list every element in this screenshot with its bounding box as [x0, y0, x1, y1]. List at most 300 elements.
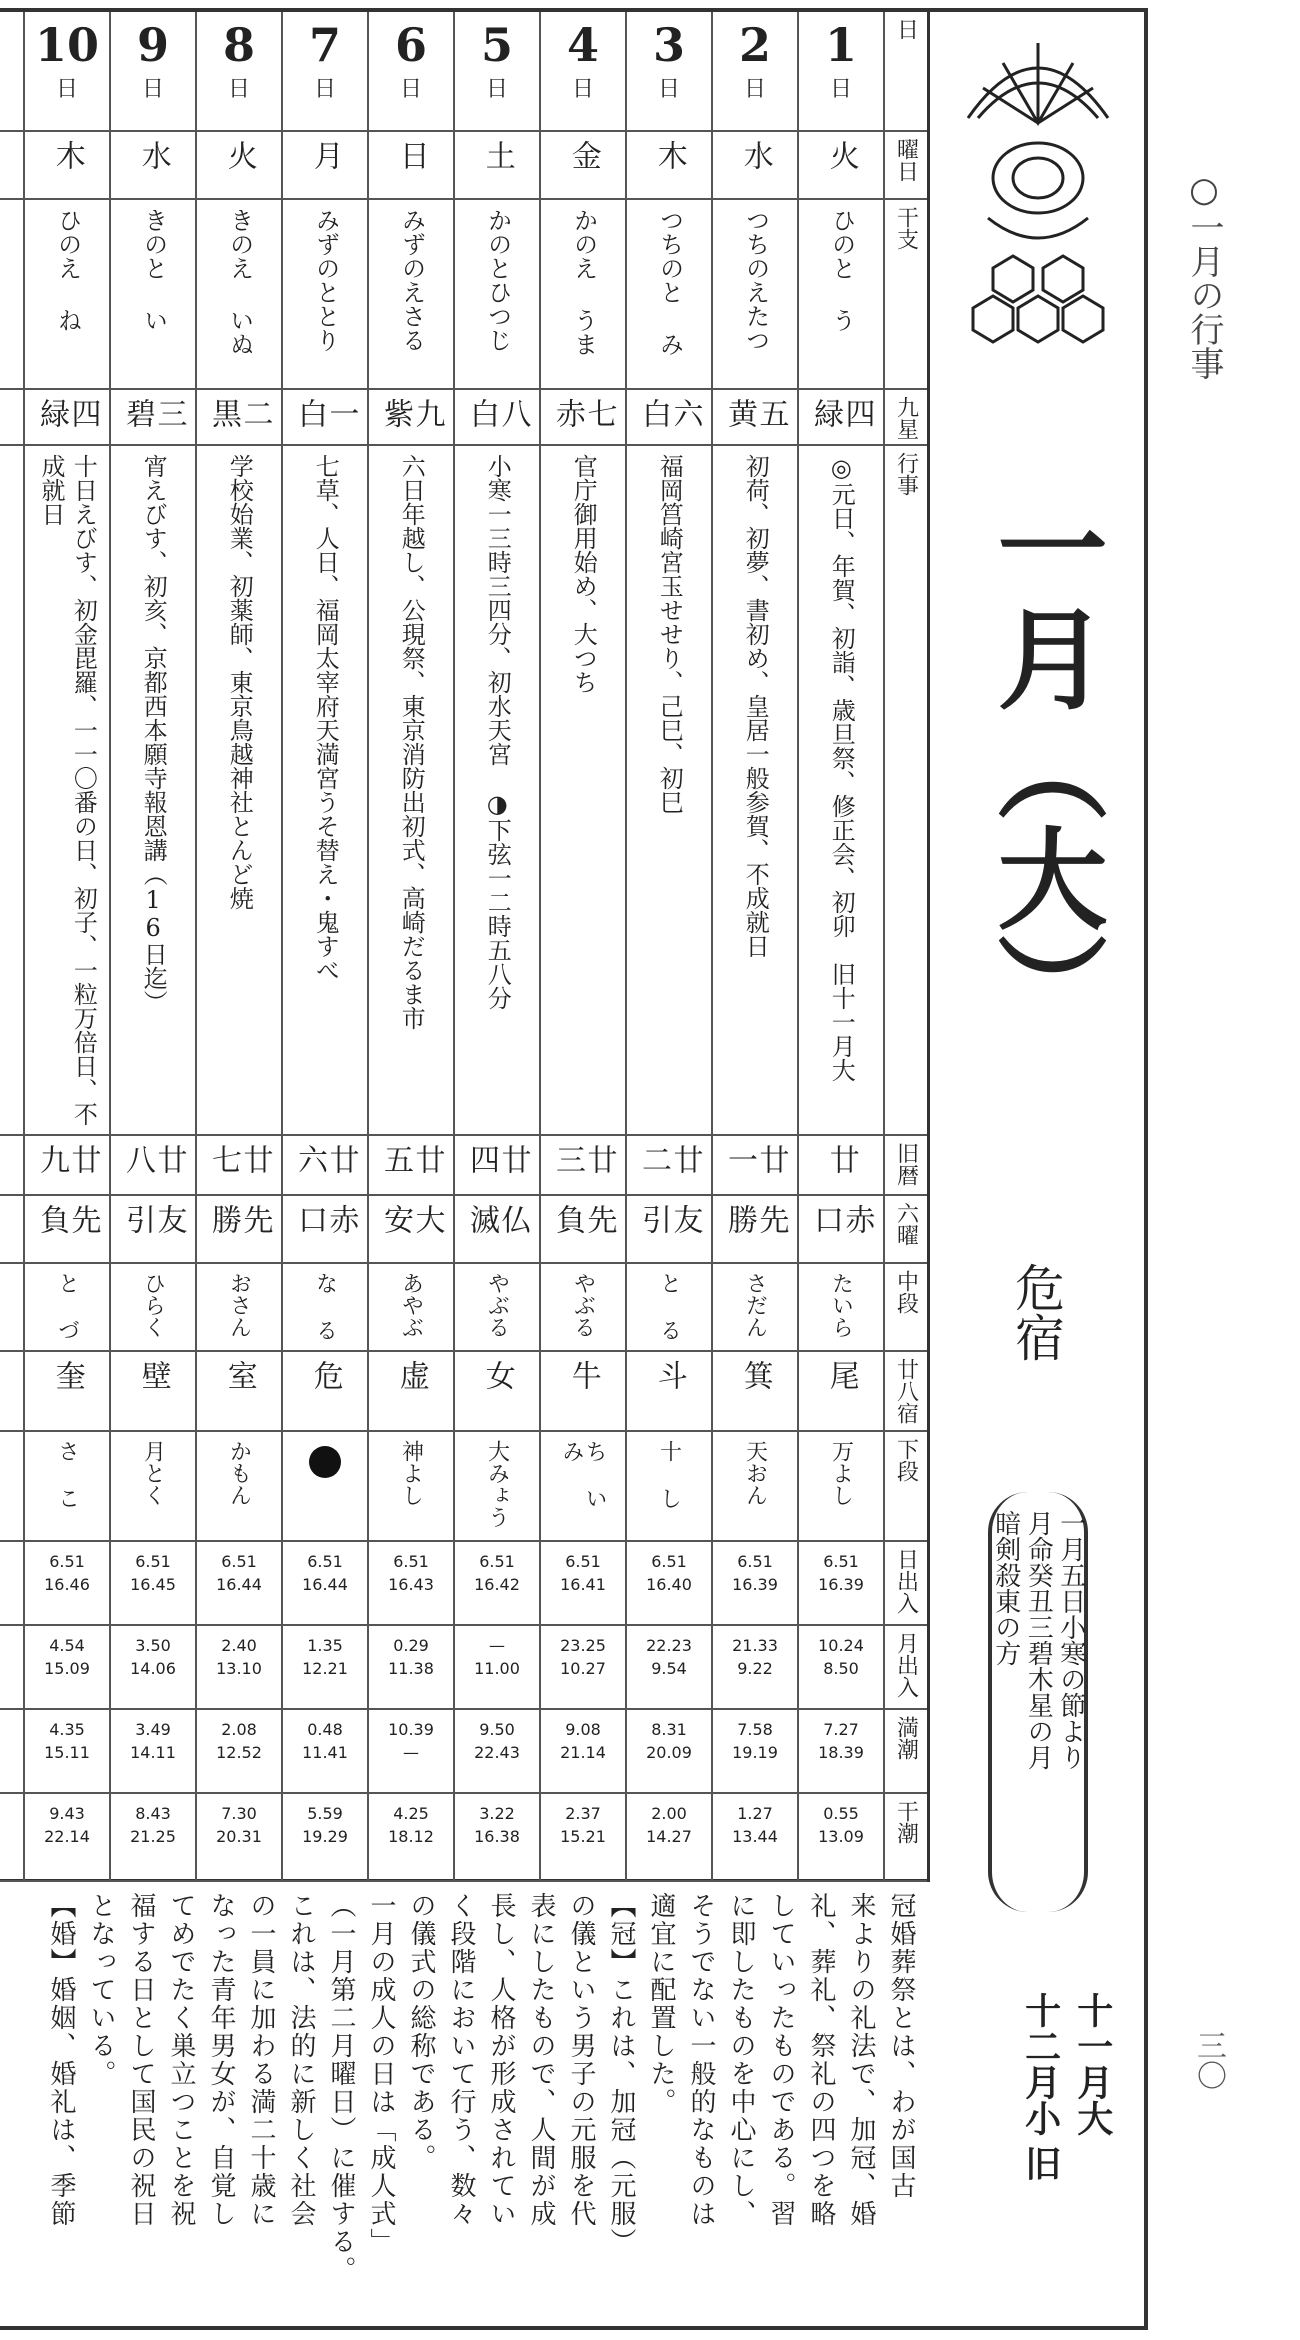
day-suffix: 日	[829, 77, 852, 102]
cell-kyureki	[539, 1136, 625, 1194]
time-value: 6.51	[823, 1552, 859, 1571]
day-number-value: 10	[34, 18, 99, 72]
time-value: 8.43	[135, 1804, 171, 1823]
chudan-text: さだん	[742, 1272, 768, 1338]
day-number	[395, 12, 427, 130]
time-value: 1.27	[737, 1804, 773, 1823]
events-text: 七草、人日、福岡太宰府天満宮うそ替え・鬼すべ	[311, 454, 340, 982]
time-values	[474, 1542, 520, 1624]
cell-sun	[23, 1542, 109, 1624]
day-number-value: 1	[824, 18, 857, 72]
time-values	[646, 1626, 692, 1708]
row-header-label: 廿八宿	[893, 1358, 919, 1424]
day-number	[567, 12, 599, 130]
time-value: 10.39	[388, 1720, 434, 1739]
rokuyo-text: 仏滅	[464, 1204, 531, 1234]
time-values	[560, 1542, 606, 1624]
essay-line: していったものである。習	[766, 1892, 796, 2228]
shuku-text: 斗	[651, 1360, 687, 1390]
day-number-value: 3	[652, 18, 685, 72]
day-number-value: 6	[394, 18, 427, 72]
time-value: 9.50	[479, 1720, 515, 1739]
time-value: 3.22	[479, 1804, 515, 1823]
cell-low	[711, 1794, 797, 1880]
cell-low	[109, 1794, 195, 1880]
row-header-cell	[883, 1432, 927, 1540]
day-number-value: 8	[222, 18, 255, 72]
time-value: 6.51	[135, 1552, 171, 1571]
cell-wd	[281, 132, 367, 198]
time-values	[302, 1794, 348, 1880]
time-value: 9.08	[565, 1720, 601, 1739]
essay-line: の一員に加わる満二十歳に	[246, 1892, 276, 2228]
cell-shuku	[711, 1352, 797, 1430]
kyusei-text: 九紫	[378, 398, 445, 428]
row-header-label: 干潮	[893, 1800, 919, 1844]
kyusei-text: 八白	[464, 398, 531, 428]
cell-high	[23, 1710, 109, 1792]
row-sun	[0, 1542, 927, 1626]
time-value: 10.27	[560, 1659, 606, 1679]
day-number	[739, 12, 771, 130]
shuku-text: 虚	[393, 1360, 429, 1390]
time-value: 7.27	[823, 1720, 859, 1739]
lunar-mansion-label: 危宿	[1007, 1262, 1065, 1362]
cell-kanshi	[195, 200, 281, 388]
essay-line: 【婚】婚姻、婚礼は、季節	[46, 1892, 76, 2228]
cell-kyureki	[711, 1136, 797, 1194]
kyureki-text: 廿二	[636, 1144, 703, 1174]
time-value: 16.39	[818, 1575, 864, 1595]
old-calendar-line-0: 旧	[1019, 2144, 1062, 2181]
essay-line: 一月の成人の日は「成人式」	[366, 1892, 396, 2256]
kyusei-text: 六白	[636, 398, 703, 428]
calendar-grid	[0, 12, 930, 1882]
time-values	[388, 1710, 434, 1792]
time-value: 13.44	[732, 1827, 778, 1847]
cell-chudan	[109, 1264, 195, 1350]
shuku-text: 壁	[135, 1360, 171, 1390]
month-info-line: 月命癸丑三碧木星の月	[1023, 1510, 1054, 1770]
day-number	[137, 12, 169, 130]
cell-chudan	[711, 1264, 797, 1350]
time-values	[474, 1626, 520, 1708]
kyusei-text: 三碧	[120, 398, 187, 428]
time-values	[818, 1626, 864, 1708]
essay-line: 福する日として国民の祝日	[126, 1892, 156, 2228]
floral-crest-emblem	[948, 28, 1128, 388]
kyureki-text: 廿一	[722, 1144, 789, 1174]
time-value: 5.59	[307, 1804, 343, 1823]
time-values	[646, 1794, 692, 1880]
cell-high	[539, 1710, 625, 1792]
rokuyo-text: 友引	[636, 1204, 703, 1234]
time-value: 11.00	[474, 1659, 520, 1679]
cell-rokuyo	[109, 1196, 195, 1262]
row-header-label: 干支	[893, 206, 919, 250]
wd-text: 月	[307, 140, 343, 170]
cell-kanshi	[625, 200, 711, 388]
cell-rokuyo	[367, 1196, 453, 1262]
row-gedan	[0, 1432, 927, 1542]
cell-chudan	[797, 1264, 883, 1350]
old-calendar-note	[1020, 1992, 1144, 2189]
cell-moon	[539, 1626, 625, 1708]
wd-text: 木	[49, 140, 85, 170]
time-values	[732, 1794, 778, 1880]
time-values	[388, 1626, 434, 1708]
day-number-value: 4	[566, 18, 599, 72]
chudan-text: と づ	[54, 1272, 80, 1341]
cell-kanshi	[453, 200, 539, 388]
shuku-text: 尾	[823, 1360, 859, 1390]
row-header-label: 満潮	[893, 1716, 919, 1760]
rokuyo-text: 先勝	[206, 1204, 273, 1234]
time-value: 9.43	[49, 1804, 85, 1823]
time-value: 6.51	[479, 1552, 515, 1571]
cell-kyusei	[281, 390, 367, 444]
time-value: 6.51	[221, 1552, 257, 1571]
cell-gedan	[711, 1432, 797, 1540]
cell-kyureki	[367, 1136, 453, 1194]
time-value: 6.51	[307, 1552, 343, 1571]
day-number	[481, 12, 513, 130]
row-header-cell	[883, 1196, 927, 1262]
wd-text: 火	[823, 140, 859, 170]
time-value: 23.25	[560, 1636, 606, 1655]
row-header-cell	[883, 1352, 927, 1430]
cell-shuku	[453, 1352, 539, 1430]
essay-line: これは、法的に新しく社会	[286, 1892, 316, 2228]
time-values	[474, 1794, 520, 1880]
kyureki-text: 廿八	[120, 1144, 187, 1174]
cell-events	[797, 446, 883, 1134]
cell-gedan	[797, 1432, 883, 1540]
row-header-cell	[883, 446, 927, 1134]
cell-kyureki	[281, 1136, 367, 1194]
time-value: 8.31	[651, 1720, 687, 1739]
time-value: 4.35	[49, 1720, 85, 1739]
cell-gedan	[367, 1432, 453, 1540]
wd-text: 水	[135, 140, 171, 170]
wd-text: 火	[221, 140, 257, 170]
time-values	[732, 1542, 778, 1624]
month-title: 一月（大）	[979, 492, 1109, 1042]
cell-gedan	[539, 1432, 625, 1540]
gedan-text: 万よし	[828, 1440, 854, 1506]
cell-kanshi	[281, 200, 367, 388]
cell-moon	[625, 1626, 711, 1708]
time-values	[130, 1710, 176, 1792]
cell-kyusei	[109, 390, 195, 444]
row-header-label: 六曜	[893, 1202, 919, 1246]
day-suffix: 日	[571, 77, 594, 102]
rokuyo-text: 先負	[550, 1204, 617, 1234]
day-suffix: 日	[55, 77, 78, 102]
cell-kyusei	[797, 390, 883, 444]
events-text: 宵えびす、初亥、京都西本願寺報恩講（16日迄）	[139, 454, 168, 1014]
cell-sun	[797, 1542, 883, 1624]
chudan-text: たいら	[828, 1272, 854, 1338]
essay-line: く段階において行う、数々	[446, 1892, 476, 2228]
shuku-text: 室	[221, 1360, 257, 1390]
time-value: 15.09	[44, 1659, 90, 1679]
time-values	[216, 1542, 262, 1624]
page-number: 三〇	[1191, 2030, 1226, 2090]
month-panel	[930, 12, 1144, 2326]
cell-gedan	[625, 1432, 711, 1540]
events-text: 福岡筥崎宮玉せせり、己巳、初巳	[655, 454, 684, 814]
time-value: 6.51	[49, 1552, 85, 1571]
row-header-label: 月出入	[893, 1632, 919, 1698]
events-text: 六日年越し、公現祭、東京消防出初式、高崎だるま市	[397, 454, 426, 1030]
events-text: ◎元日、年賀、初詣、歳旦祭、修正会、初卯 旧十一月大	[827, 454, 856, 1082]
cell-shuku	[625, 1352, 711, 1430]
time-value: 6.51	[393, 1552, 429, 1571]
cell-date	[23, 12, 109, 130]
row-header-cell	[883, 1626, 927, 1708]
gedan-text: さ こ	[54, 1440, 80, 1509]
shuku-text: 女	[479, 1360, 515, 1390]
essay-line: 表にしたもので、人間が成	[526, 1892, 556, 2228]
day-suffix: 日	[743, 77, 766, 102]
row-events	[0, 446, 927, 1136]
time-values	[560, 1626, 606, 1708]
cell-kanshi	[367, 200, 453, 388]
row-header-label: 九星	[893, 396, 919, 440]
essay-line: の儀という男子の元服を代	[566, 1892, 596, 2228]
cell-rokuyo	[195, 1196, 281, 1262]
cell-high	[281, 1710, 367, 1792]
time-values	[388, 1794, 434, 1880]
time-value: 15.11	[44, 1743, 90, 1763]
cell-wd	[539, 132, 625, 198]
time-values	[44, 1710, 90, 1792]
cell-moon	[797, 1626, 883, 1708]
cell-chudan	[453, 1264, 539, 1350]
time-value: 11.41	[302, 1743, 348, 1763]
row-header-cell	[883, 390, 927, 444]
wd-text: 土	[479, 140, 515, 170]
essay-line: に即したものを中心にし、	[726, 1892, 756, 2228]
cell-high	[711, 1710, 797, 1792]
time-values	[388, 1542, 434, 1624]
rokuyo-text: 大安	[378, 1204, 445, 1234]
day-number	[653, 12, 685, 130]
cell-kyureki	[195, 1136, 281, 1194]
cell-moon	[453, 1626, 539, 1708]
row-shuku	[0, 1352, 927, 1432]
month-info-line: 一月五日小寒の節より	[1055, 1510, 1086, 1770]
kanshi-text: みずのととり	[311, 208, 340, 352]
cell-high	[367, 1710, 453, 1792]
rokuyo-text: 先負	[34, 1204, 101, 1234]
page-frame	[0, 8, 1148, 2330]
kanshi-text: つちのと み	[655, 208, 684, 356]
cell-kanshi	[797, 200, 883, 388]
cell-low	[281, 1794, 367, 1880]
time-value: 22.23	[646, 1636, 692, 1655]
time-value: 0.29	[393, 1636, 429, 1655]
cell-chudan	[281, 1264, 367, 1350]
row-header-label: 曜日	[893, 138, 919, 182]
wd-text: 金	[565, 140, 601, 170]
kanshi-text: きのと い	[139, 208, 168, 332]
kanshi-text: ひのえ ね	[53, 208, 82, 332]
cell-shuku	[281, 1352, 367, 1430]
essay-line: そうでない一般的なものは	[686, 1892, 716, 2228]
row-header-cell	[883, 1710, 927, 1792]
time-value: 9.54	[651, 1659, 687, 1679]
chudan-text: あやぶ	[398, 1272, 424, 1338]
time-value: 1.35	[307, 1636, 343, 1655]
cell-events	[711, 446, 797, 1134]
time-values	[302, 1710, 348, 1792]
day-number-value: 9	[136, 18, 169, 72]
cell-sun	[453, 1542, 539, 1624]
time-value: 16.44	[302, 1575, 348, 1595]
cell-moon	[367, 1626, 453, 1708]
row-header-cell	[883, 200, 927, 388]
cell-gedan	[453, 1432, 539, 1540]
row-date	[0, 12, 927, 132]
cell-chudan	[23, 1264, 109, 1350]
kyureki-text: 廿三	[550, 1144, 617, 1174]
essay-line: 長し、人格が形成されてい	[486, 1892, 516, 2228]
cell-kanshi	[109, 200, 195, 388]
cell-date	[367, 12, 453, 130]
cell-kyusei	[711, 390, 797, 444]
time-values	[130, 1626, 176, 1708]
time-values	[216, 1710, 262, 1792]
time-values	[44, 1542, 90, 1624]
cell-shuku	[797, 1352, 883, 1430]
kyureki-text: 廿九	[34, 1144, 101, 1174]
time-value: 14.27	[646, 1827, 692, 1847]
time-value: 22.43	[474, 1743, 520, 1763]
time-value: 14.11	[130, 1743, 176, 1763]
cell-events	[281, 446, 367, 1134]
row-header-label: 日	[893, 18, 919, 40]
kyureki-text: 廿四	[464, 1144, 531, 1174]
row-header-label: 中段	[893, 1270, 919, 1314]
cell-moon	[109, 1626, 195, 1708]
cell-events	[625, 446, 711, 1134]
time-values	[474, 1710, 520, 1792]
cell-wd	[109, 132, 195, 198]
row-header-cell	[883, 12, 927, 130]
row-low	[0, 1794, 927, 1882]
cell-sun	[195, 1542, 281, 1624]
kanshi-text: かのえ うま	[569, 208, 598, 356]
row-header-label: 下段	[893, 1438, 919, 1482]
cell-kyusei	[453, 390, 539, 444]
cell-moon	[281, 1626, 367, 1708]
essay-line: （一月第二月曜日）に催する。	[326, 1892, 356, 2284]
time-value: 4.54	[49, 1636, 85, 1655]
time-values	[130, 1794, 176, 1880]
old-calendar-line-1: 十一月大	[1071, 1992, 1114, 2136]
cell-rokuyo	[797, 1196, 883, 1262]
kyusei-text: 四緑	[34, 398, 101, 428]
chudan-text: やぶる	[484, 1272, 510, 1338]
row-header-cell	[883, 1794, 927, 1880]
cell-high	[195, 1710, 281, 1792]
day-suffix: 日	[399, 77, 422, 102]
cell-events	[109, 446, 195, 1134]
cell-chudan	[539, 1264, 625, 1350]
time-value: 16.38	[474, 1827, 520, 1847]
time-value: 21.14	[560, 1743, 606, 1763]
month-info-line: 暗剣殺東の方	[990, 1510, 1021, 1666]
cell-sun	[539, 1542, 625, 1624]
row-header-cell	[883, 1264, 927, 1350]
chudan-text: おさん	[226, 1272, 252, 1338]
kyusei-text: 七赤	[550, 398, 617, 428]
kanshi-text: つちのえたつ	[741, 208, 770, 352]
time-value: 20.31	[216, 1827, 262, 1847]
time-values	[818, 1542, 864, 1624]
essay-line: 【冠】これは、加冠（元服）	[606, 1892, 636, 2256]
cell-sun	[711, 1542, 797, 1624]
cell-high	[109, 1710, 195, 1792]
cell-kyusei	[23, 390, 109, 444]
time-value: 2.08	[221, 1720, 257, 1739]
row-wd	[0, 132, 927, 200]
cell-moon	[23, 1626, 109, 1708]
kyusei-text: 二黒	[206, 398, 273, 428]
cell-low	[453, 1794, 539, 1880]
cell-rokuyo	[281, 1196, 367, 1262]
row-header-label: 旧暦	[893, 1142, 919, 1186]
month-info-text	[989, 1510, 1087, 1912]
time-value: 12.21	[302, 1659, 348, 1679]
time-value: 16.39	[732, 1575, 778, 1595]
time-value: 2.40	[221, 1636, 257, 1655]
kyureki-text: 廿六	[292, 1144, 359, 1174]
new-moon-icon	[309, 1446, 341, 1478]
cell-rokuyo	[453, 1196, 539, 1262]
cell-wd	[711, 132, 797, 198]
cell-rokuyo	[711, 1196, 797, 1262]
row-high	[0, 1710, 927, 1794]
time-values	[130, 1542, 176, 1624]
time-values	[818, 1710, 864, 1792]
time-value: 2.37	[565, 1804, 601, 1823]
cell-wd	[195, 132, 281, 198]
time-value: 6.51	[565, 1552, 601, 1571]
cell-date	[281, 12, 367, 130]
cell-gedan	[109, 1432, 195, 1540]
cell-moon	[711, 1626, 797, 1708]
gedan-text: ち い み	[559, 1440, 608, 1509]
time-value: 0.55	[823, 1804, 859, 1823]
kyureki-text: 廿	[823, 1144, 859, 1174]
cell-wd	[23, 132, 109, 198]
cell-date	[625, 12, 711, 130]
cell-kyureki	[453, 1136, 539, 1194]
gedan-text: 十 し	[656, 1440, 682, 1509]
cell-date	[711, 12, 797, 130]
time-values	[302, 1626, 348, 1708]
shuku-text: 奎	[49, 1360, 85, 1390]
cell-sun	[109, 1542, 195, 1624]
wd-text: 水	[737, 140, 773, 170]
margin-title: ○一月の行事	[1184, 170, 1224, 380]
cell-date	[797, 12, 883, 130]
time-value: 16.42	[474, 1575, 520, 1595]
events-text: 官庁御用始め、大つち	[569, 454, 598, 694]
